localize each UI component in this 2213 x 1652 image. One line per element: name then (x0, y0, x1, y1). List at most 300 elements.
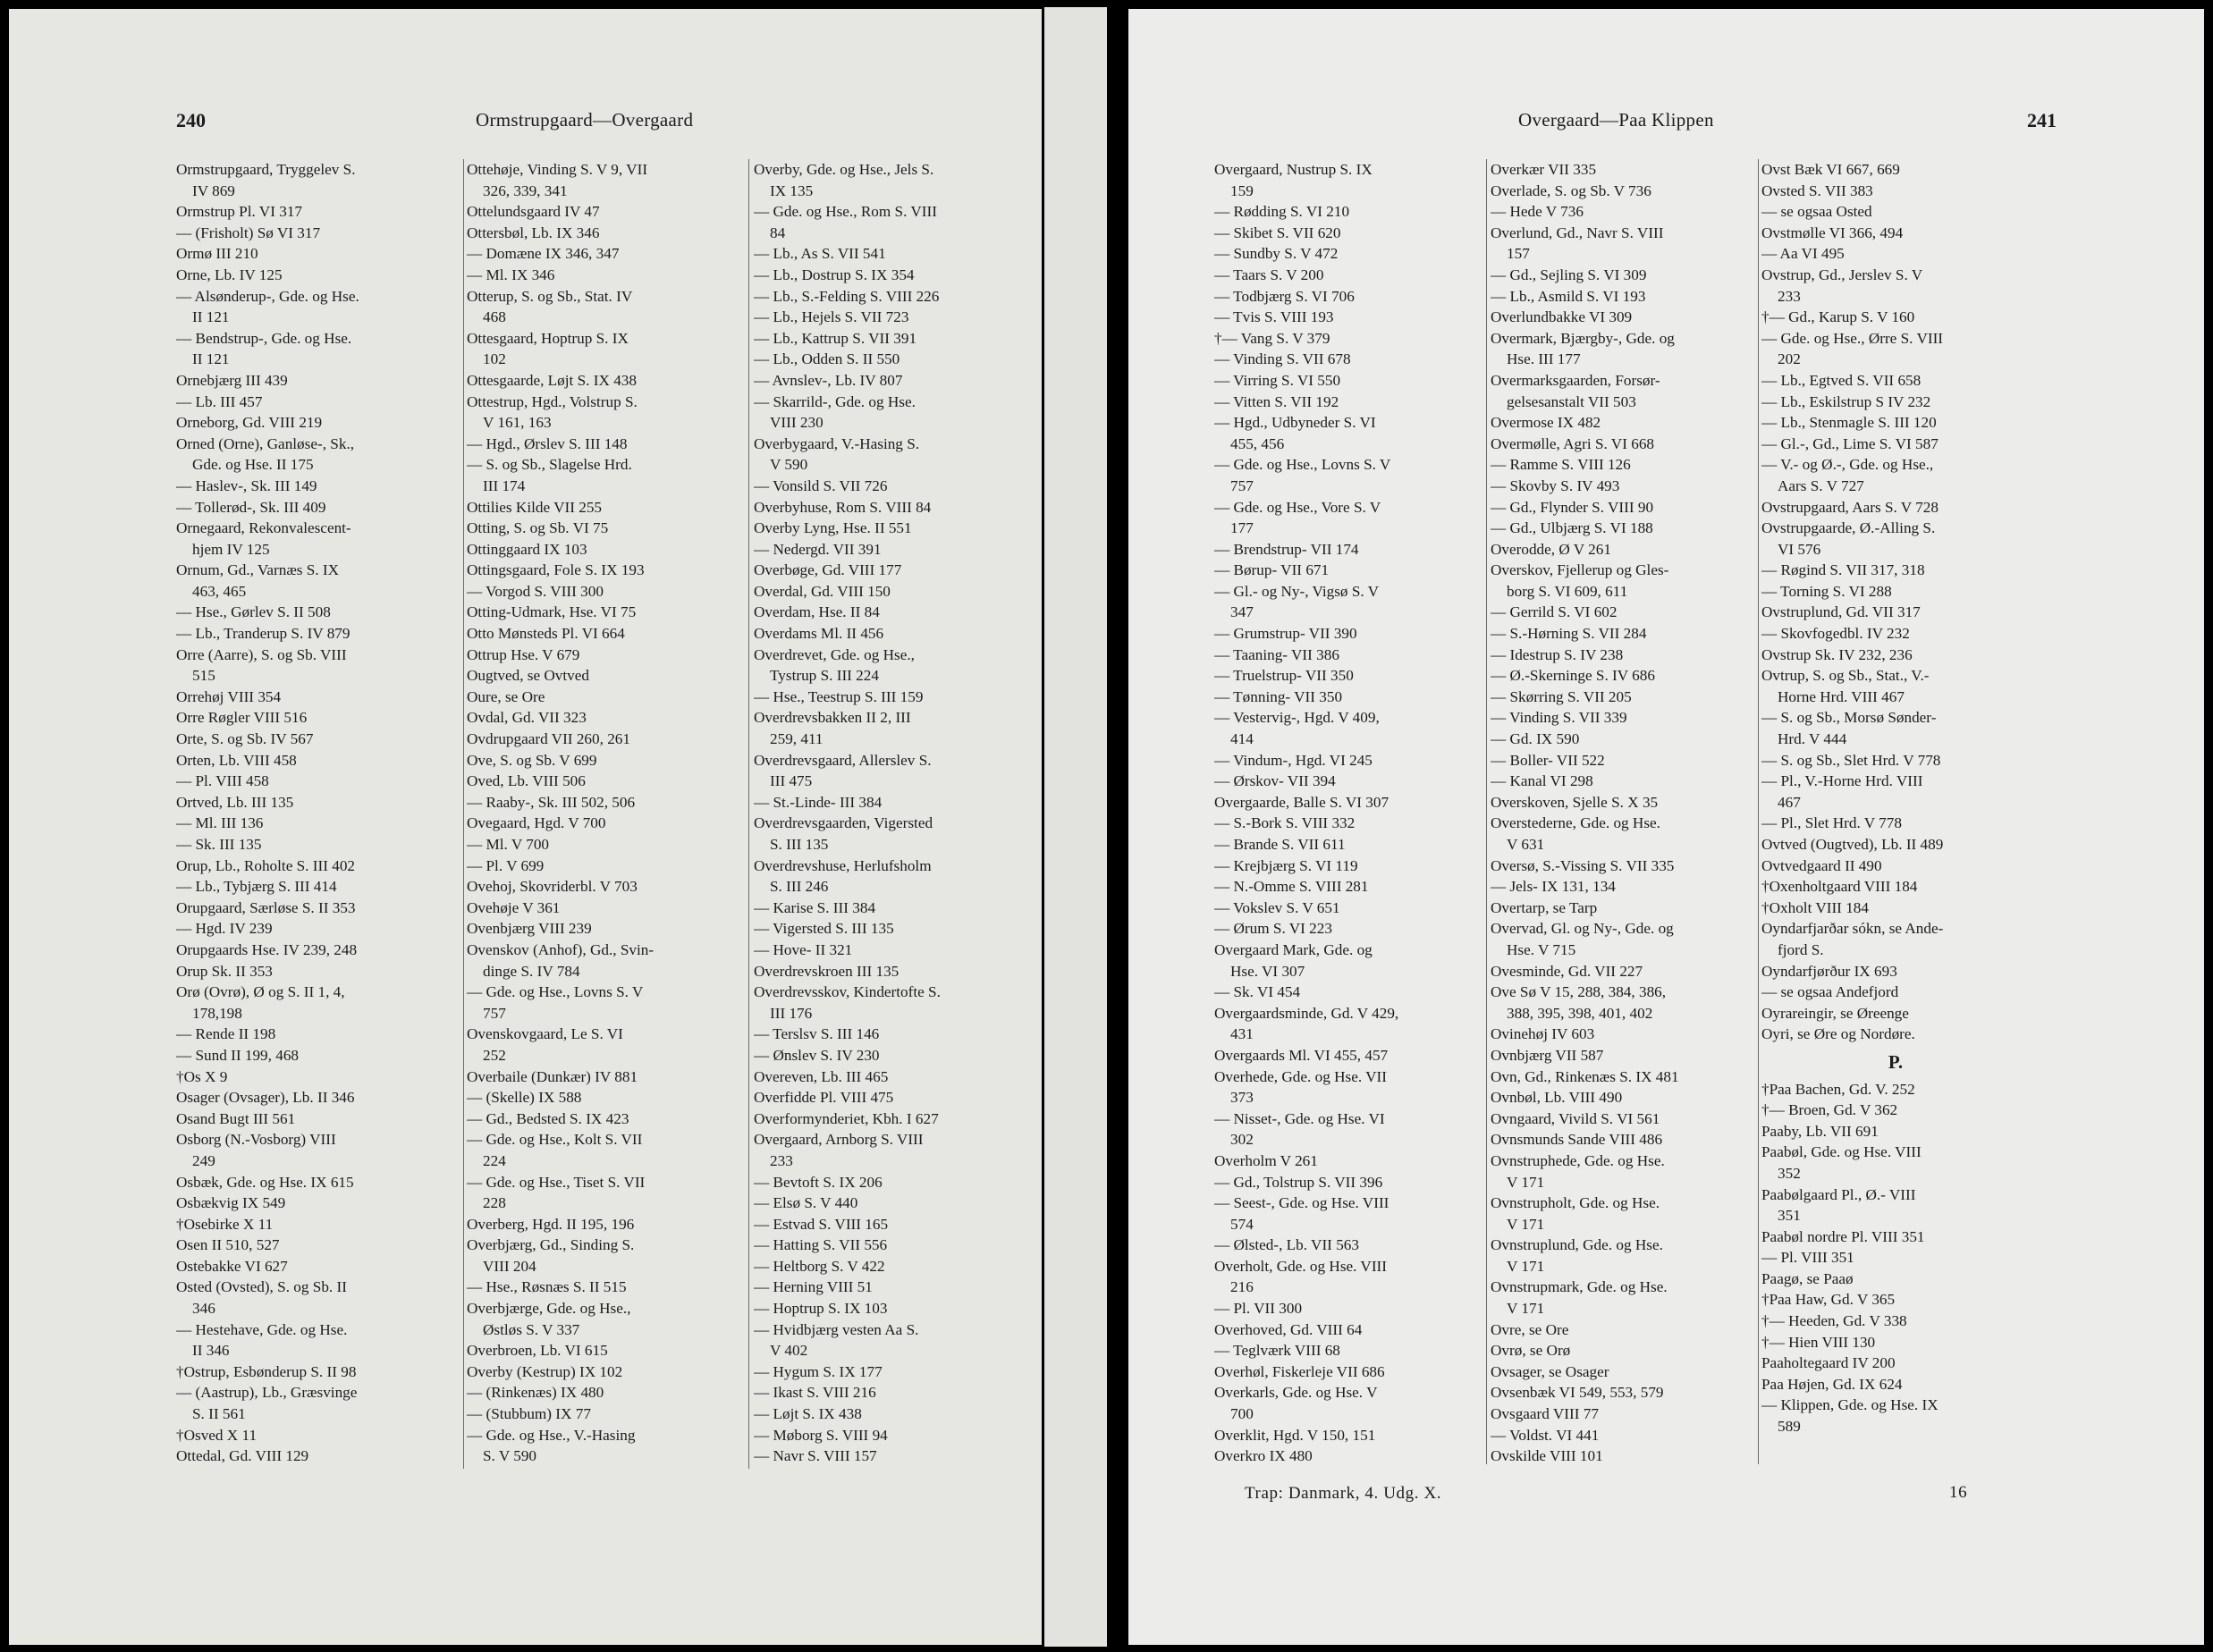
index-entry: Overdrevsgaard, Allerslev S. (754, 751, 932, 769)
index-entry: — Idestrup S. IV 238 (1491, 645, 1624, 663)
index-entry: — Møborg S. VIII 94 (754, 1426, 888, 1444)
index-entry: Ornebjærg III 439 (176, 371, 288, 389)
index-entry-continuation: Aars S. V 727 (1778, 476, 1864, 494)
index-entry: — Hgd., Ørslev S. III 148 (467, 434, 628, 452)
index-entry: — Pl., Slet Hrd. V 778 (1761, 814, 1902, 832)
index-entry-continuation: 216 (1230, 1278, 1254, 1296)
index-entry: Ovesminde, Gd. VII 227 (1491, 962, 1643, 980)
index-entry: Ottesgaard, Hoptrup S. IX (467, 329, 629, 347)
index-entry: Overdrevshuse, Herlufsholm (754, 856, 932, 874)
index-entry: †— Heeden, Gd. V 338 (1761, 1312, 1907, 1330)
index-entry: Otterup, S. og Sb., Stat. IV (467, 287, 633, 305)
index-entry: — N.-Omme S. VIII 281 (1214, 878, 1369, 896)
index-entry: — Hse., Teestrup S. III 159 (754, 687, 924, 705)
index-entry: Orupgaards Hse. IV 239, 248 (176, 940, 358, 958)
index-entry: — Gd. IX 590 (1491, 730, 1580, 748)
index-entry: Orre Røgler VIII 516 (176, 709, 308, 727)
index-entry: — Gd., Bedsted S. IX 423 (467, 1109, 629, 1127)
index-entry: — Sk. VI 454 (1214, 983, 1301, 1001)
index-entry: — (Rinkenæs) IX 480 (467, 1384, 604, 1402)
index-entry: — Krejbjærg S. VI 119 (1214, 856, 1358, 874)
index-entry: Ovnbøl, Lb. VIII 490 (1491, 1089, 1623, 1107)
right-page (1128, 9, 2204, 1645)
index-entry: Ovsted S. VII 383 (1761, 181, 1873, 199)
index-entry: — Nedergd. VII 391 (754, 540, 882, 558)
index-entry: — Taars S. V 200 (1214, 266, 1324, 283)
index-entry: Ottelundsgaard IV 47 (467, 203, 600, 221)
index-entry-continuation: 388, 395, 398, 401, 402 (1507, 1004, 1653, 1022)
index-entry: — Pl. VIII 458 (176, 772, 269, 790)
index-entry: — Gl.-, Gd., Lime S. VI 587 (1761, 434, 1938, 452)
index-entry: Overvad, Gl. og Ny-, Gde. og (1491, 920, 1674, 938)
index-entry: Ove Sø V 15, 288, 384, 386, (1491, 983, 1667, 1001)
index-entry: Overholt, Gde. og Hse. VIII (1214, 1257, 1387, 1275)
index-entry: Orrehøj VIII 354 (176, 687, 282, 705)
index-entry-continuation: 589 (1778, 1418, 1801, 1436)
index-entry-continuation: 84 (770, 223, 786, 241)
index-entry: Orø (Ovrø), Ø og S. II 1, 4, (176, 983, 345, 1001)
index-entry: — Skarrild-, Gde. og Hse. (754, 392, 916, 410)
index-entry: — Taaning- VII 386 (1214, 645, 1339, 663)
index-entry: Ottinggaard IX 103 (467, 540, 587, 558)
index-entry-continuation: 574 (1230, 1215, 1254, 1233)
index-entry: Ovngaard, Vivild S. VI 561 (1491, 1109, 1660, 1127)
index-entry: Ovnsmunds Sande VIII 486 (1491, 1131, 1663, 1149)
index-entry-continuation: 468 (483, 308, 506, 326)
index-entry: Overskov, Fjellerup og Gles- (1491, 561, 1669, 579)
index-entry: Ovehøje V 361 (467, 898, 561, 916)
index-entry: Ottehøje, Vinding S. V 9, VII (467, 161, 648, 178)
index-entry: Overfidde Pl. VIII 475 (754, 1089, 894, 1107)
index-entry: — Karise S. III 384 (754, 898, 876, 916)
index-entry: — Bendstrup-, Gde. og Hse. (176, 329, 352, 347)
running-head: Ormstrupgaard—Overgaard (476, 109, 694, 131)
index-entry: Orupgaard, Særløse S. II 353 (176, 898, 356, 916)
index-entry: — Hse., Gørlev S. II 508 (176, 603, 331, 621)
index-entry: — Grumstrup- VII 390 (1214, 625, 1357, 643)
index-entry-continuation: 757 (483, 1004, 506, 1022)
index-entry: — Brendstrup- VII 174 (1214, 540, 1359, 558)
index-entry: — Elsø S. V 440 (754, 1194, 858, 1212)
index-entry: Overdrevskroen III 135 (754, 962, 900, 980)
index-entry-continuation: 346 (192, 1300, 215, 1318)
index-entry: Overodde, Ø V 261 (1491, 540, 1611, 558)
index-entry: Overbaile (Dunkær) IV 881 (467, 1067, 638, 1085)
index-entry-continuation: V 171 (1507, 1257, 1545, 1275)
index-entry-continuation: Hse. VI 307 (1230, 962, 1305, 980)
index-entry: — Truelstrup- VII 350 (1214, 667, 1354, 685)
index-entry-continuation: III 174 (483, 476, 526, 494)
index-entry: — Vinding S. VII 339 (1491, 709, 1627, 727)
index-entry-continuation: fjord S. (1778, 940, 1824, 958)
index-entry: Ottestrup, Hgd., Volstrup S. (467, 392, 638, 410)
index-entry: †Oxholt VIII 184 (1761, 898, 1869, 916)
index-entry-continuation: 431 (1230, 1025, 1254, 1043)
index-entry: — Røgind S. VII 317, 318 (1761, 561, 1925, 579)
index-entry: — Hse., Røsnæs S. II 515 (467, 1278, 627, 1296)
index-entry: — Hoptrup S. IX 103 (754, 1300, 888, 1318)
index-entry: — Vonsild S. VII 726 (754, 476, 888, 494)
index-column (1491, 159, 1755, 1467)
index-entry: Ovsager, se Osager (1491, 1362, 1609, 1380)
index-entry-continuation: S. II 561 (192, 1405, 246, 1423)
index-entry-continuation: 326, 339, 341 (483, 181, 568, 199)
index-entry: †Osved X 11 (176, 1426, 258, 1444)
running-head: Overgaard—Paa Klippen (1518, 109, 1714, 131)
index-entry-continuation: Hse. V 715 (1507, 940, 1576, 958)
index-entry: Ovskilde VIII 101 (1491, 1447, 1603, 1465)
index-entry-continuation: V 171 (1507, 1173, 1545, 1191)
index-entry: — Terslsv S. III 146 (754, 1025, 880, 1043)
index-entry: Orten, Lb. VIII 458 (176, 751, 297, 769)
index-entry-continuation: 259, 411 (770, 730, 824, 748)
index-entry: Ormstrupgaard, Tryggelev S. (176, 161, 356, 178)
index-entry: — Pl. VII 300 (1214, 1300, 1303, 1318)
index-entry-continuation: V 402 (770, 1342, 808, 1360)
index-entry: Overlundbakke VI 309 (1491, 308, 1633, 326)
index-entry: Overbøge, Gd. VIII 177 (754, 561, 902, 579)
index-entry: — Hede V 736 (1491, 203, 1584, 221)
index-entry-continuation: 177 (1230, 519, 1254, 537)
index-entry: Ovegaard, Hgd. V 700 (467, 814, 606, 832)
index-entry-continuation: 700 (1230, 1405, 1254, 1423)
index-entry: — Rødding S. VI 210 (1214, 203, 1350, 221)
index-entry: — Løjt S. IX 438 (754, 1405, 862, 1423)
index-entry: — se ogsaa Osted (1761, 203, 1872, 221)
index-entry: Ougtved, se Ovtved (467, 667, 589, 685)
index-entry: Osen II 510, 527 (176, 1236, 280, 1254)
index-entry: — Sk. III 135 (176, 836, 262, 853)
index-entry: Osand Bugt III 561 (176, 1109, 296, 1127)
index-entry: Ovtvedgaard II 490 (1761, 856, 1882, 874)
index-entry: — St.-Linde- III 384 (754, 793, 883, 811)
index-entry: Overdrevsgaarden, Vigersted (754, 814, 933, 832)
index-entry: — Gde. og Hse., Lovns S. V (467, 983, 644, 1001)
index-entry: — Gd., Flynder S. VIII 90 (1491, 498, 1654, 516)
index-entry: Oversø, S.-Vissing S. VII 335 (1491, 856, 1675, 874)
index-entry: †Os X 9 (176, 1067, 228, 1085)
index-entry-continuation: 233 (1778, 287, 1801, 305)
index-entry: Ovrø, se Orø (1491, 1342, 1571, 1360)
index-entry: Overholm V 261 (1214, 1151, 1318, 1169)
index-entry: Overtarp, se Tarp (1491, 898, 1598, 916)
index-entry-continuation: 757 (1230, 476, 1254, 494)
index-entry: — Gd., Tolstrup S. VII 396 (1214, 1173, 1383, 1191)
index-entry: — Gde. og Hse., V.-Hasing (467, 1426, 636, 1444)
index-entry-continuation: 252 (483, 1046, 506, 1064)
index-entry: Ovstmølle VI 366, 494 (1761, 223, 1904, 241)
index-entry: Orte, S. og Sb. IV 567 (176, 730, 314, 748)
index-entry: — Ø.-Skerninge S. IV 686 (1491, 667, 1655, 685)
index-entry-continuation: 249 (192, 1151, 215, 1169)
index-entry: — Skørring S. VII 205 (1491, 687, 1632, 705)
index-entry: — Skovfogedbl. IV 232 (1761, 625, 1910, 643)
index-entry: — Teglværk VIII 68 (1214, 1342, 1340, 1360)
index-entry: Overklit, Hgd. V 150, 151 (1214, 1426, 1376, 1444)
index-entry: Overdam, Hse. II 84 (754, 603, 880, 621)
index-entry-continuation: borg S. VI 609, 611 (1507, 582, 1628, 600)
index-entry: — Gerrild S. VI 602 (1491, 603, 1618, 621)
index-entry: — Lb., Kattrup S. VII 391 (754, 329, 917, 347)
index-entry: — Gde. og Hse., Rom S. VIII (754, 203, 937, 221)
index-entry: Ovst Bæk VI 667, 669 (1761, 161, 1900, 178)
index-entry: Overlund, Gd., Navr S. VIII (1491, 223, 1664, 241)
index-entry: — Hove- II 321 (754, 940, 853, 958)
index-entry: — Vorgod S. VIII 300 (467, 582, 604, 600)
index-entry: Ovdrupgaard VII 260, 261 (467, 730, 630, 748)
index-entry: — Ml. IX 346 (467, 266, 555, 283)
index-entry-continuation: S. III 135 (770, 836, 829, 853)
index-entry: — Nisset-, Gde. og Hse. VI (1214, 1109, 1385, 1127)
index-entry: Ovsenbæk VI 549, 553, 579 (1491, 1384, 1664, 1402)
index-entry: — Seest-, Gde. og Hse. VIII (1214, 1194, 1389, 1212)
index-entry: Ove, S. og Sb. V 699 (467, 751, 597, 769)
page-number: 240 (176, 109, 206, 131)
index-entry: — Domæne IX 346, 347 (467, 245, 620, 263)
index-entry: Ottesgaarde, Løjt S. IX 438 (467, 371, 637, 389)
index-entry: Overkær VII 335 (1491, 161, 1597, 178)
index-entry: — se ogsaa Andefjord (1761, 983, 1899, 1001)
index-entry-continuation: V 590 (770, 456, 808, 474)
index-entry: — Lb., Tybjærg S. III 414 (176, 878, 337, 896)
index-entry: Overstederne, Gde. og Hse. (1491, 814, 1660, 832)
index-entry: Overkro IX 480 (1214, 1447, 1313, 1465)
index-entry: — Aa VI 495 (1761, 245, 1845, 263)
index-entry: Ovinehøj IV 603 (1491, 1025, 1595, 1043)
index-entry: Oyndarfjarðar sókn, se Ande- (1761, 920, 1944, 938)
index-entry-continuation: Gde. og Hse. II 175 (192, 456, 314, 474)
index-entry: Paa Højen, Gd. IX 624 (1761, 1375, 1903, 1393)
index-entry: Otting, S. og Sb. VI 75 (467, 519, 609, 537)
index-entry: Osbæk, Gde. og Hse. IX 615 (176, 1173, 354, 1191)
index-entry-continuation: Horne Hrd. VIII 467 (1778, 687, 1905, 705)
index-entry: †— Vang S. V 379 (1214, 329, 1330, 347)
index-entry: Overskoven, Sjelle S. X 35 (1491, 793, 1659, 811)
index-entry: — Bevtoft S. IX 206 (754, 1173, 883, 1191)
index-entry: — Klippen, Gde. og Hse. IX (1761, 1396, 1938, 1414)
index-entry: Orne, Lb. IV 125 (176, 266, 283, 283)
index-entry: Ornegaard, Rekonvalescent- (176, 519, 351, 537)
index-entry: — Pl., V.-Horne Hrd. VIII (1761, 772, 1923, 790)
index-entry: — Tvis S. VIII 193 (1214, 308, 1334, 326)
index-entry: Ovn, Gd., Rinkenæs S. IX 481 (1491, 1067, 1679, 1085)
index-entry: — Børup- VII 671 (1214, 561, 1330, 579)
index-entry: — Ørum S. VI 223 (1214, 920, 1332, 938)
index-entry-continuation: Østløs S. V 337 (483, 1320, 580, 1338)
index-entry: †Paa Bachen, Gd. V. 252 (1761, 1080, 1915, 1098)
index-entry: — Vinding S. VII 678 (1214, 350, 1351, 368)
index-entry-continuation: Hse. III 177 (1507, 350, 1581, 368)
index-entry: Ovstrup Sk. IV 232, 236 (1761, 645, 1913, 663)
index-entry-continuation: 178,198 (192, 1004, 242, 1022)
index-entry: — Ml. III 136 (176, 814, 264, 832)
index-entry-continuation: IV 869 (192, 181, 235, 199)
index-entry: Overdrevsbakken II 2, III (754, 709, 911, 727)
index-entry-continuation: 455, 456 (1230, 434, 1285, 452)
index-entry-continuation: II 121 (192, 308, 230, 326)
index-entry-continuation: 228 (483, 1194, 506, 1212)
index-entry-continuation: hjem IV 125 (192, 540, 270, 558)
index-entry-continuation: 302 (1230, 1131, 1254, 1149)
index-entry: — Skovby S. IV 493 (1491, 476, 1620, 494)
index-entry: — S. og Sb., Slet Hrd. V 778 (1761, 751, 1941, 769)
index-entry: — Ikast S. VIII 216 (754, 1384, 876, 1402)
index-entry: Ottilies Kilde VII 255 (467, 498, 603, 516)
index-entry: Overhøl, Fiskerleje VII 686 (1214, 1362, 1385, 1380)
index-entry: — Hygum S. IX 177 (754, 1362, 883, 1380)
index-column (1214, 159, 1483, 1467)
index-entry: Overgaard Mark, Gde. og (1214, 940, 1373, 958)
column-rule (1758, 159, 1759, 1464)
index-column (1761, 159, 2030, 1437)
index-entry-continuation: 515 (192, 667, 215, 685)
index-entry: Ovre, se Ore (1491, 1320, 1569, 1338)
index-entry: Ormø III 210 (176, 245, 258, 263)
index-entry: Ovnbjærg VII 587 (1491, 1046, 1604, 1064)
sheet-number: 16 (1949, 1483, 1968, 1502)
index-column (467, 159, 746, 1467)
index-entry: Ovstrup, Gd., Jerslev S. V (1761, 266, 1923, 283)
index-entry: — Estvad S. VIII 165 (754, 1215, 889, 1233)
index-entry: — S. og Sb., Slagelse Hrd. (467, 456, 632, 474)
index-entry: Ottingsgaard, Fole S. IX 193 (467, 561, 645, 579)
index-entry: Oyrareingir, se Øreenge (1761, 1004, 1909, 1022)
index-entry: Overgaarde, Balle S. VI 307 (1214, 793, 1389, 811)
index-entry: Overhoved, Gd. VIII 64 (1214, 1320, 1363, 1338)
index-entry: Oure, se Ore (467, 687, 545, 705)
index-entry: — Ølsted-, Lb. VII 563 (1214, 1236, 1359, 1254)
section-letter: P. (1888, 1050, 1904, 1073)
index-entry: Orre (Aarre), S. og Sb. VIII (176, 645, 347, 663)
index-entry: Orned (Orne), Ganløse-, Sk., (176, 434, 355, 452)
index-entry: — Raaby-, Sk. III 502, 506 (467, 793, 636, 811)
index-entry: — Vitten S. VII 192 (1214, 392, 1339, 410)
index-entry: Orup Sk. II 353 (176, 962, 273, 980)
index-entry: — Tønning- VII 350 (1214, 687, 1343, 705)
index-entry: Overgaardsminde, Gd. V 429, (1214, 1004, 1399, 1022)
index-entry: Overberg, Hgd. II 195, 196 (467, 1215, 635, 1233)
index-entry-continuation: V 631 (1507, 836, 1545, 853)
index-entry: — Lb., S.-Felding S. VIII 226 (754, 287, 940, 305)
index-entry: Ovenbjærg VIII 239 (467, 920, 592, 938)
index-entry: Paaholtegaard IV 200 (1761, 1354, 1896, 1372)
index-entry: †Ostrup, Esbønderup S. II 98 (176, 1362, 357, 1380)
index-entry-continuation: III 475 (770, 772, 813, 790)
index-entry: — Gd., Sejling S. VI 309 (1491, 266, 1647, 283)
index-entry: Overgaard, Nustrup S. IX (1214, 161, 1373, 178)
index-entry: Paaby, Lb. VII 691 (1761, 1122, 1879, 1140)
index-entry: — (Aastrup), Lb., Græsvinge (176, 1384, 358, 1402)
index-entry: Overdams Ml. II 456 (754, 625, 884, 643)
index-entry-continuation: VIII 230 (770, 414, 824, 432)
index-entry: — Jels- IX 131, 134 (1491, 878, 1616, 896)
index-entry-continuation: 157 (1507, 245, 1530, 263)
index-entry: — Sund II 199, 468 (176, 1046, 300, 1064)
index-entry: — Lb. III 457 (176, 392, 263, 410)
index-entry-continuation: 202 (1778, 350, 1801, 368)
index-column (176, 159, 460, 1467)
index-entry: — Gl.- og Ny-, Vigsø S. V (1214, 582, 1380, 600)
index-entry: — Haslev-, Sk. III 149 (176, 476, 317, 494)
index-entry: Ostebakke VI 627 (176, 1257, 288, 1275)
index-entry: Ovnstrupmark, Gde. og Hse. (1491, 1278, 1668, 1296)
index-entry: Overby Lyng, Hse. II 551 (754, 519, 912, 537)
index-entry: Ovstrupgaard, Aars S. V 728 (1761, 498, 1938, 516)
index-entry-continuation: 467 (1778, 793, 1801, 811)
index-entry: Ovdal, Gd. VII 323 (467, 709, 587, 727)
index-entry: — Sundby S. V 472 (1214, 245, 1339, 263)
index-entry: Ovnstruplund, Gde. og Hse. (1491, 1236, 1663, 1254)
index-entry: Overmølle, Agri S. VI 668 (1491, 434, 1655, 452)
index-entry: — Tollerød-, Sk. III 409 (176, 498, 326, 516)
index-entry: Ortved, Lb. III 135 (176, 793, 294, 811)
index-entry: Overdrevet, Gde. og Hse., (754, 645, 915, 663)
index-entry: Overbjærg, Gd., Sinding S. (467, 1236, 635, 1254)
index-entry: — Alsønderup-, Gde. og Hse. (176, 287, 359, 305)
index-entry: — Lb., Hejels S. VII 723 (754, 308, 909, 326)
column-rule (463, 159, 464, 1469)
index-entry-continuation: IX 135 (770, 181, 814, 199)
index-entry: Orneborg, Gd. VIII 219 (176, 414, 323, 432)
index-entry: †— Hien VIII 130 (1761, 1333, 1876, 1351)
index-entry-continuation: II 121 (192, 350, 230, 368)
index-entry: — Torning S. VI 288 (1761, 582, 1892, 600)
index-entry: — Ønslev S. IV 230 (754, 1046, 880, 1064)
index-entry-continuation: 351 (1778, 1207, 1801, 1225)
index-entry-continuation: V 171 (1507, 1300, 1545, 1318)
page-number: 241 (2027, 109, 2057, 131)
index-entry: — (Frisholt) Sø VI 317 (176, 223, 321, 241)
index-entry: — Gd., Ulbjærg S. VI 188 (1491, 519, 1653, 537)
index-entry: Ovstrupgaarde, Ø.-Alling S. (1761, 519, 1936, 537)
index-entry: Paabølgaard Pl., Ø.- VIII (1761, 1185, 1916, 1203)
index-entry: Overgaards Ml. VI 455, 457 (1214, 1046, 1389, 1064)
index-entry-continuation: VI 576 (1778, 540, 1821, 558)
index-entry-continuation: 414 (1230, 730, 1254, 748)
index-entry: — Heltborg S. V 422 (754, 1257, 885, 1275)
index-entry: — Kanal VI 298 (1491, 772, 1593, 790)
index-entry: Overbjærge, Gde. og Hse., (467, 1300, 631, 1318)
index-entry: Ormstrup Pl. VI 317 (176, 203, 303, 221)
index-entry-continuation: III 176 (770, 1004, 813, 1022)
index-entry: Overformynderiet, Kbh. I 627 (754, 1109, 939, 1127)
index-entry: Overkarls, Gde. og Hse. V (1214, 1384, 1378, 1402)
index-entry: Ovenskov (Anhof), Gd., Svin- (467, 940, 655, 958)
index-entry: — Hestehave, Gde. og Hse. (176, 1320, 348, 1338)
index-entry: — (Skelle) IX 588 (467, 1089, 582, 1107)
index-entry: Ovehoj, Skovriderbl. V 703 (467, 878, 638, 896)
left-page (9, 9, 1042, 1645)
index-entry: Ovsgaard VIII 77 (1491, 1405, 1599, 1423)
index-entry: — Navr S. VIII 157 (754, 1447, 877, 1465)
index-entry: Overeven, Lb. III 465 (754, 1067, 889, 1085)
index-entry: Orup, Lb., Roholte S. III 402 (176, 856, 356, 874)
index-entry-continuation: VIII 204 (483, 1257, 536, 1275)
index-entry: Paabøl, Gde. og Hse. VIII (1761, 1143, 1922, 1161)
index-entry: — Ml. V 700 (467, 836, 550, 853)
index-entry-continuation: 224 (483, 1151, 506, 1169)
index-entry: — Ramme S. VIII 126 (1491, 456, 1631, 474)
index-entry: Ottrup Hse. V 679 (467, 645, 580, 663)
index-entry: Overgaard, Arnborg S. VIII (754, 1131, 924, 1149)
index-entry-continuation: 463, 465 (192, 582, 247, 600)
index-entry: †Paa Haw, Gd. V 365 (1761, 1291, 1896, 1309)
index-entry: Overlade, S. og Sb. V 736 (1491, 181, 1651, 199)
index-entry: — Pl. V 699 (467, 856, 545, 874)
index-entry-continuation: 352 (1778, 1164, 1801, 1182)
index-entry: †Oxenholtgaard VIII 184 (1761, 878, 1918, 896)
index-entry-continuation: V 171 (1507, 1215, 1545, 1233)
